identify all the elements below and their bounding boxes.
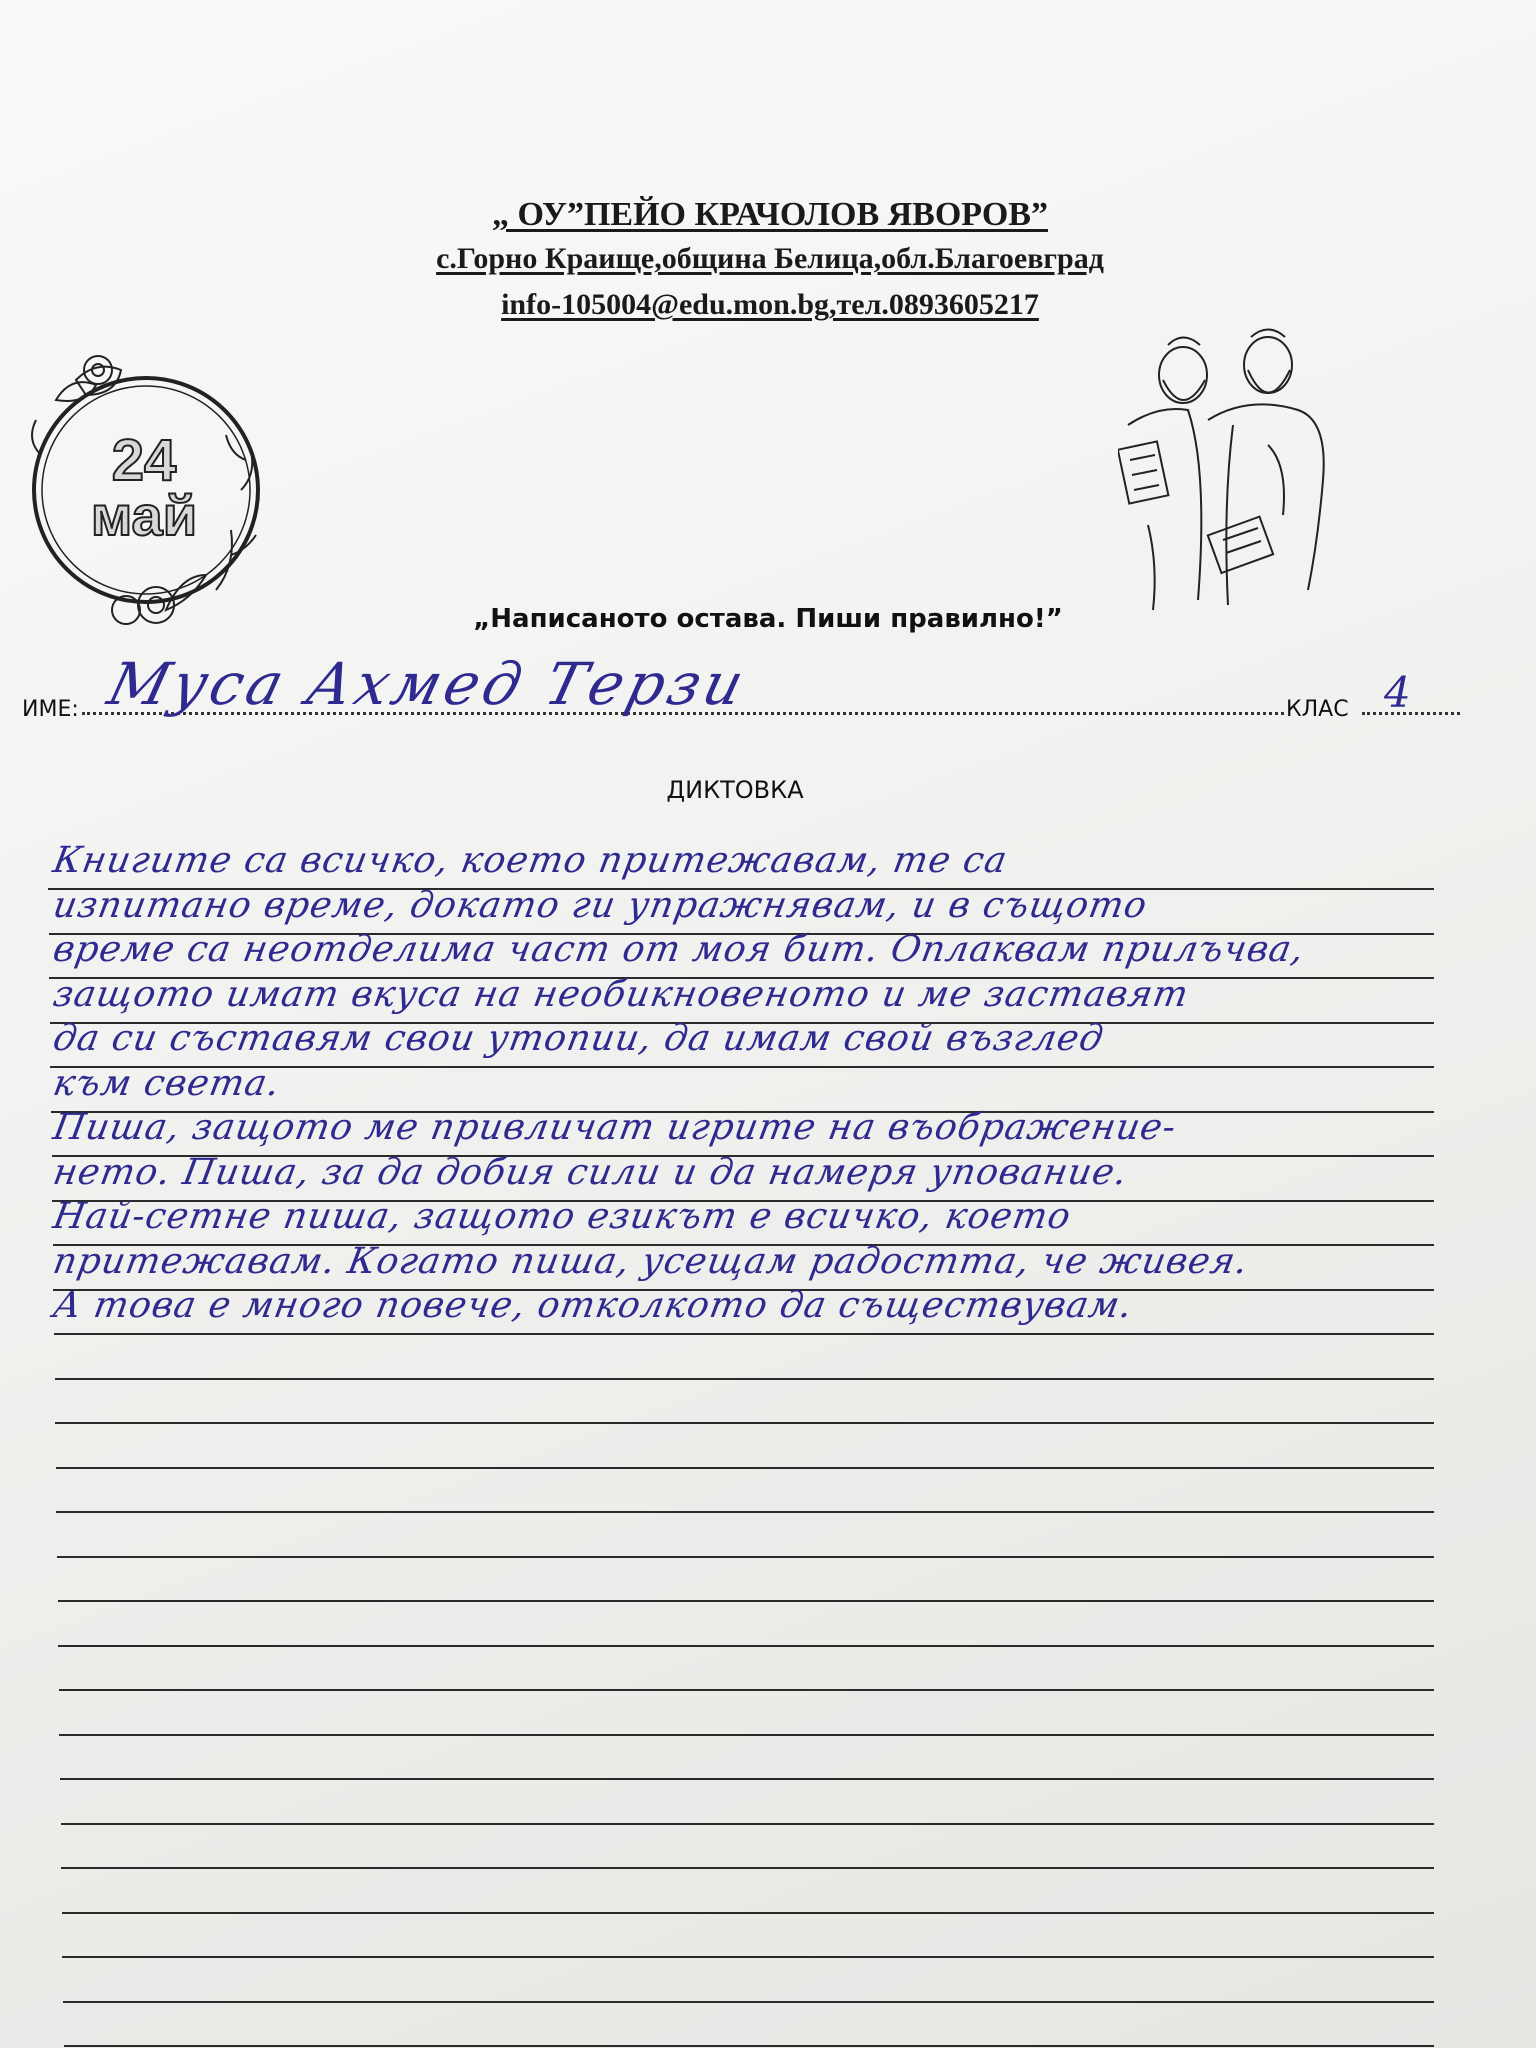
ruled-line — [55, 1378, 1434, 1380]
class-dotted-line — [1362, 712, 1460, 715]
ruled-line — [59, 1734, 1434, 1736]
ruled-line — [64, 2045, 1434, 2047]
ruled-line — [54, 1333, 1434, 1335]
motto: „Написаното остава. Пиши правилно!” — [473, 604, 1063, 634]
dictation-line: защото имат вкуса на необикновеното и ме заставят — [50, 973, 1193, 1015]
dictation-line: притежавам. Когато пиша, усещам радостта, че живея. — [50, 1240, 1252, 1282]
ruled-line — [58, 1600, 1434, 1602]
school-contact: info-105004@edu.mon.bg,тел.0893605217 — [501, 288, 1039, 321]
name-label: ИМЕ: — [22, 697, 79, 722]
ruled-line — [59, 1689, 1434, 1691]
wreath-emblem-icon — [16, 340, 276, 640]
ruled-line — [61, 1823, 1434, 1825]
ruled-line — [56, 1511, 1434, 1513]
ruled-line — [55, 1422, 1434, 1424]
dictation-line: Книгите са всичко, което притежавам, те са — [50, 840, 1011, 881]
dictation-line: нето. Пиша, за да добия сили и да намеря упование. — [50, 1151, 1131, 1193]
class-value: 4 — [1384, 668, 1411, 717]
school-name: „ ОУ”ПЕЙО КРАЧОЛОВ ЯВОРОВ” — [491, 196, 1048, 233]
ruled-line — [57, 1556, 1434, 1558]
ruled-line — [60, 1778, 1434, 1780]
dictation-line: да си съставям свои утопии, да имам свой възглед — [50, 1018, 1108, 1059]
dictation-line: А това е много повече, отколкото да съществувам. — [50, 1285, 1136, 1326]
emblem-day: 24 — [111, 428, 177, 493]
ruled-line — [62, 1912, 1434, 1914]
school-address: с.Горно Краище,община Белица,обл.Благоевград — [436, 242, 1104, 275]
dictation-title: ДИКТОВКА — [666, 776, 804, 804]
dictation-line: към света. — [50, 1062, 284, 1104]
dictation-line: изпитано време, докато ги упражнявам, и в същото — [50, 884, 1151, 926]
ruled-line — [61, 1867, 1434, 1869]
ruled-line — [56, 1467, 1434, 1469]
dictation-line: Най-сетне пиша, защото езикът е всичко, което — [50, 1196, 1075, 1237]
emblem-month: май — [90, 484, 198, 547]
ruled-line — [58, 1645, 1434, 1647]
student-name: Муса Ахмед Терзи — [101, 650, 755, 718]
class-label: КЛАС — [1286, 697, 1349, 722]
dictation-line: Пиша, защото ме привличат игрите на въображение- — [50, 1107, 1180, 1148]
dictation-line: време са неотделима част от моя бит. Оплаквам прилъчва, — [50, 929, 1308, 970]
ruled-line — [63, 2001, 1434, 2003]
saints-illustration-icon — [1118, 325, 1338, 615]
ruled-line — [62, 1956, 1434, 1958]
